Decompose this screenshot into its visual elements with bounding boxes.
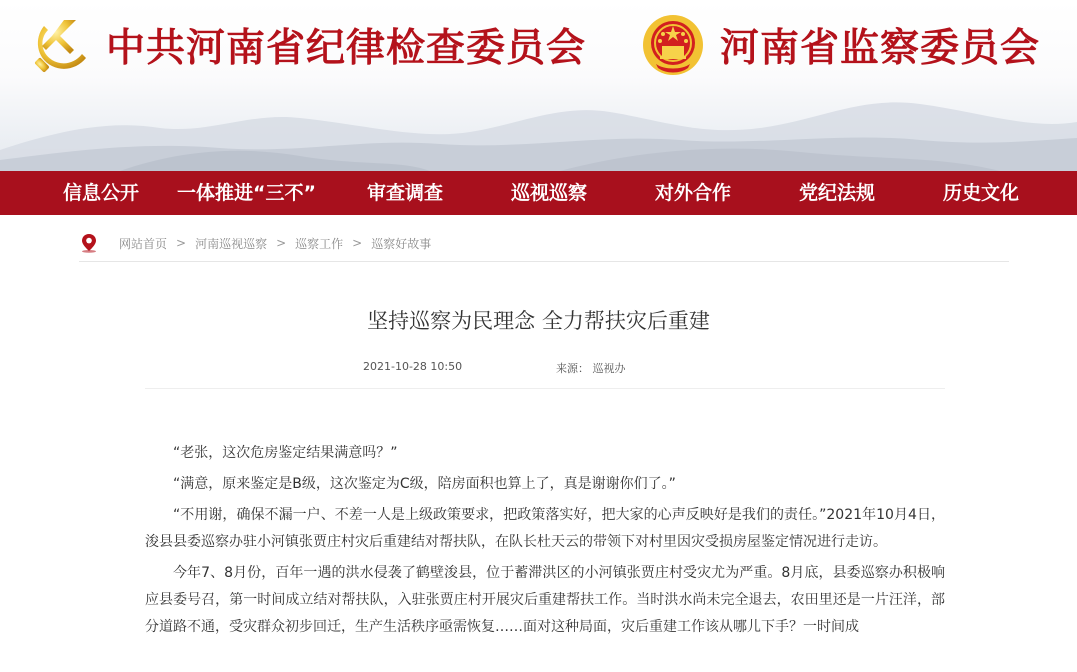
national-emblem-icon <box>640 12 706 78</box>
supervision-commission-brand[interactable] <box>640 10 1040 80</box>
discipline-commission-brand[interactable] <box>30 10 586 80</box>
location-pin-icon <box>79 233 99 253</box>
main-nav <box>0 171 1077 215</box>
breadcrumb-separator: > <box>352 236 363 250</box>
nav-item-foreign-cooperation[interactable]: 对外合作 <box>655 182 732 204</box>
breadcrumb-inspection-work[interactable]: 巡察工作 <box>295 236 344 251</box>
article-date: 2021-10-28 10:50 <box>363 360 463 373</box>
breadcrumb-inspection-stories[interactable]: 巡察好故事 <box>371 236 432 251</box>
discipline-commission-title: 中共河南省纪律检查委员会 <box>106 25 587 71</box>
article-paragraph: 今年7、8月份，百年一遇的洪水侵袭了鹤壁浚县，位于蓄滞洪区的小河镇张贾庄村受灾尤为严重。8月底，县委巡察办积极响应县委号召，第一时间成立结对帮扶队，入驻张贾庄村开展灾后重建帮扶工作。当时洪水尚未完全退去，农田里还是一片汪洋，部分道路不通，受灾群众初步回迁，生产生活秩序亟需恢复……面对这种局面，灾后重建工作该从哪儿下手？一时间成 <box>145 565 945 635</box>
article-paragraph: “满意，原来鉴定是B级，这次鉴定为C级，陪房面积也算上了，真是谢谢你们了。” <box>173 476 676 492</box>
nav-item-info-disclosure[interactable]: 信息公开 <box>63 182 140 204</box>
nav-item-investigation[interactable]: 审查调查 <box>367 182 444 204</box>
article-paragraph: “不用谢，确保不漏一户、不差一人是上级政策要求，把政策落实好，把大家的心声反映好是我们的责任。”2021年10月4日，浚县县委巡察办驻小河镇张贾庄村灾后重建结对帮扶队，在队长杜天云的带领下对村里因灾受损房屋鉴定情况进行走访。 <box>145 507 945 550</box>
party-emblem-icon <box>30 14 92 76</box>
meta-divider <box>145 388 945 389</box>
breadcrumb-home[interactable]: 网站首页 <box>119 236 168 251</box>
article-title: 坚持巡察为民理念 全力帮扶灾后重建 <box>367 309 710 333</box>
article-source: 来源： 巡视办 <box>556 362 626 375</box>
breadcrumb-henan-inspection[interactable]: 河南巡视巡察 <box>195 236 268 251</box>
breadcrumb <box>79 225 1009 262</box>
site-banner <box>0 0 1077 171</box>
nav-item-san-bu[interactable]: 一体推进“三不” <box>177 182 316 204</box>
breadcrumb-separator: > <box>176 236 187 250</box>
nav-item-inspection[interactable]: 巡视巡察 <box>511 182 588 204</box>
supervision-commission-title: 河南省监察委员会 <box>720 25 1041 71</box>
article-paragraph: “老张，这次危房鉴定结果满意吗？” <box>173 445 398 461</box>
nav-item-history-culture[interactable]: 历史文化 <box>943 182 1020 204</box>
breadcrumb-separator: > <box>276 236 287 250</box>
article-body <box>145 440 945 645</box>
nav-item-party-regulations[interactable]: 党纪法规 <box>799 182 876 204</box>
